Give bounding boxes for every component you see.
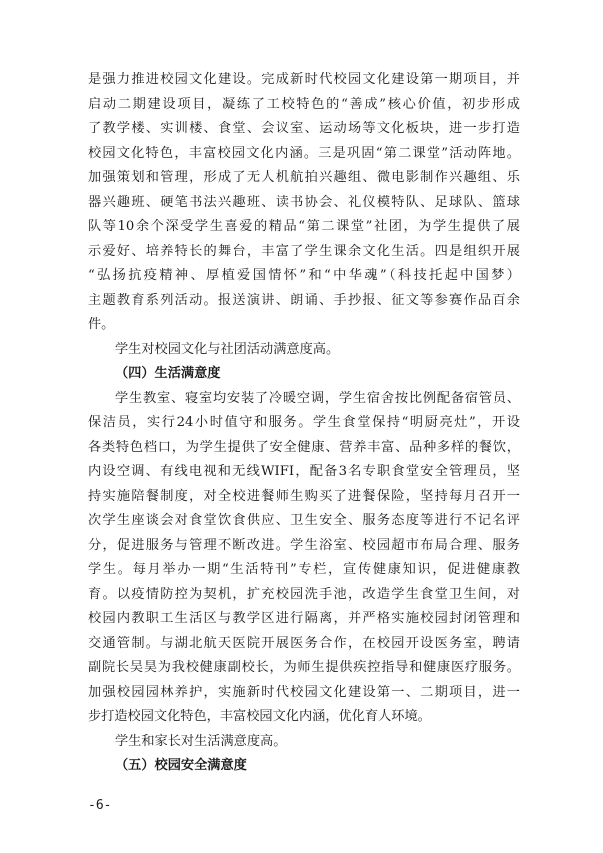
text-line: 了教学楼、实训楼、食堂、会议室、运动场等文化板块，进一步打造 bbox=[88, 121, 520, 136]
text-line: 步打造校园文化特色，丰富校园文化内涵，优化育人环境。 bbox=[88, 709, 431, 724]
document-body bbox=[88, 68, 520, 779]
conclusion-life: 学生和家长对生活满意度高。 bbox=[115, 733, 287, 749]
text-line: 育。以疫情防控为契机，扩充校园洗手池，改造学生食堂卫生间，对 bbox=[88, 586, 520, 602]
text-line: 加强校园园林养护，实施新时代校园文化建设第一、二期项目，进一 bbox=[88, 684, 520, 700]
text-line: 学生教室、寝室均安装了冷暖空调，学生宿舍按比例配备宿管员、 bbox=[115, 390, 520, 406]
text-line: 持实施陪餐制度，对全校进餐师生购买了进餐保险，坚持每月召开一 bbox=[88, 488, 520, 504]
text-line: 主题教育系列活动。报送演讲、朗诵、手抄报、征文等参赛作品百余 bbox=[88, 292, 520, 308]
text-line: 副院长吴昊为我校健康副校长，为师生提供疾控指导和健康医疗服务。 bbox=[88, 660, 520, 675]
text-line: 交通管制。与湖北航天医院开展医务合作，在校园开设医务室，聘请 bbox=[88, 635, 520, 651]
text-line: 校园文化特色，丰富校园文化内涵。三是巩固“第二课堂”活动阵地。 bbox=[88, 145, 520, 161]
text-line: 保洁员，实行24小时值守和服务。学生食堂保持“明厨亮灶”，开设 bbox=[88, 415, 520, 430]
text-line: 分，促进服务与管理不断改进。学生浴室、校园超市布局合理、服务 bbox=[88, 537, 520, 553]
text-line: 内设空调、有线电视和无线WIFI，配备3名专职食堂安全管理员，坚 bbox=[88, 464, 520, 479]
conclusion-culture: 学生对校园文化与社团活动满意度高。 bbox=[115, 341, 340, 357]
section-heading-life: （四）生活满意度 bbox=[115, 366, 221, 381]
text-line: 学生。每月举办一期“生活特刊”专栏，宣传健康知识，促进健康教 bbox=[88, 562, 520, 577]
text-line: 次学生座谈会对食堂饮食供应、卫生安全、服务态度等进行不记名评 bbox=[88, 513, 520, 528]
text-line: 启动二期建设项目，凝练了工校特色的“善成”核心价值，初步形成 bbox=[88, 96, 520, 112]
text-line: 器兴趣班、硬笔书法兴趣班、读书协会、礼仪模特队、足球队、篮球 bbox=[88, 194, 520, 210]
text-line: 队等10余个深受学生喜爱的精品“第二课堂”社团，为学生提供了展 bbox=[88, 219, 520, 234]
text-line: 校园内教职工生活区与教学区进行隔离，并严格实施校园封闭管理和 bbox=[88, 611, 520, 626]
text-line: 示爱好、培养特长的舞台，丰富了学生课余文化生活。四是组织开展 bbox=[88, 243, 520, 259]
page-number: -6- bbox=[88, 798, 112, 813]
section-heading-safety: （五）校园安全满意度 bbox=[115, 758, 247, 773]
text-line: 各类特色档口，为学生提供了安全健康、营养丰富、品种多样的餐饮， bbox=[88, 439, 520, 455]
text-line: 件。 bbox=[88, 317, 115, 332]
text-line: 加强策划和管理，形成了无人机航拍兴趣组、微电影制作兴趣组、乐 bbox=[88, 170, 520, 185]
text-line: 是强力推进校园文化建设。完成新时代校园文化建设第一期项目，并 bbox=[88, 72, 520, 87]
text-line: “弘扬抗疫精神、厚植爱国情怀”和“中华魂”（科技托起中国梦） bbox=[88, 268, 520, 283]
